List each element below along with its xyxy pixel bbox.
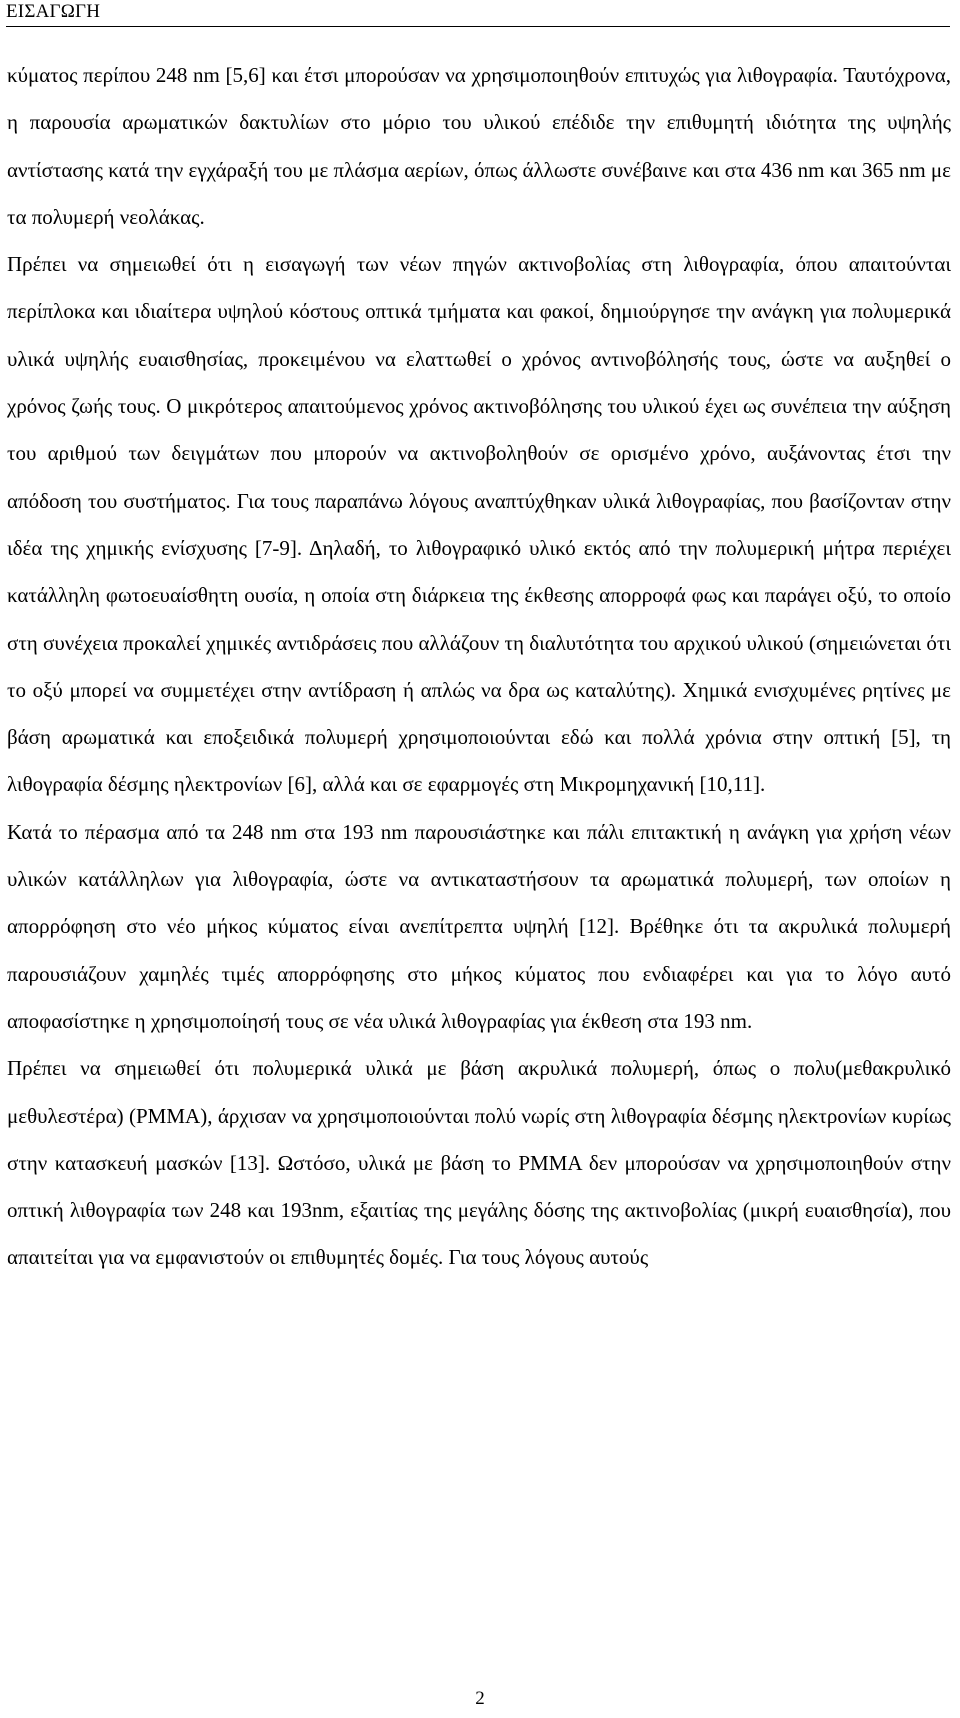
chapter-title: ΕΙΣΑΓΩΓΗ: [6, 1, 101, 22]
running-header: [6, 0, 950, 27]
paragraph-1: κύματος περίπου 248 nm [5,6] και έτσι μπορούσαν να χρησιμοποιηθούν επιτυχώς για λιθογραφία. Ταυτόχρονα, η παρουσία αρωματικών δακτυλίων στο μόριο του υλικού επέδιδε την επιθυμητή ιδιότητα της υψηλής αντίστασης κατά την εγχάραξή του με πλάσμα αερίων, όπως άλλωστε συνέβαινε και στα 436 nm και 365 nm με τα πολυμερή νεολάκας.: [7, 63, 951, 229]
paragraph-4: Πρέπει να σημειωθεί ότι πολυμερικά υλικά με βάση ακρυλικά πολυμερή, όπως ο πολυ(μεθακρυλικό μεθυλεστέρα) (PMMA), άρχισαν να χρησιμοποιούνται πολύ νωρίς στη λιθογραφία δέσμης ηλεκτρονίων κυρίως στην κατασκευή μασκών [13]. Ωστόσο, υλικά με βάση το PMMA δεν μπορούσαν να χρησιμοποιηθούν στην οπτική λιθογραφία των 248 και 193nm, εξαιτίας της μεγάλης δόσης της ακτινοβολίας (μικρή ευαισθησία), που απαιτείται για να εμφανιστούν οι επιθυμητές δομές. Για τους λόγους αυτούς: [7, 1056, 951, 1270]
body-text: [7, 52, 951, 1282]
paragraph-2: Πρέπει να σημειωθεί ότι η εισαγωγή των νέων πηγών ακτινοβολίας στη λιθογραφία, όπου απαιτούνται περίπλοκα και ιδιαίτερα υψηλού κόστους οπτικά τμήματα και φακοί, δημιούργησε την ανάγκη για πολυμερικά υλικά υψηλής ευαισθησίας, προκειμένου να ελαττωθεί ο χρόνος αντινοβόλησής τους, ώστε να αυξηθεί ο χρόνος ζωής τους. Ο μικρότερος απαιτούμενος χρόνος ακτινοβόλησης του υλικού έχει ως συνέπεια την αύξηση του αριθμού των δειγμάτων που μπορούν να ακτινοβοληθούν σε ορισμένο χρόνο, αυξάνοντας έτσι την απόδοση του συστήματος. Για τους παραπάνω λόγους αναπτύχθηκαν υλικά λιθογραφίας, που βασίζονταν στην ιδέα της χημικής ενίσχυσης [7-9]. Δηλαδή, το λιθογραφικό υλικό εκτός από την πολυμερική μήτρα περιέχει κατάλληλη φωτοευαίσθητη ουσία, η οποία στη διάρκεια της έκθεσης απορροφά φως και παράγει οξύ, το οποίο στη συνέχεια προκαλεί χημικές αντιδράσεις που αλλάζουν τη διαλυτότητα του αρχικού υλικού (σημειώνεται ότι το οξύ μπορεί να συμμετέχει στην αντίδραση ή απλώς να δρα ως καταλύτης). Χημικά ενισχυμένες ρητίνες με βάση αρωματικά και εποξειδικά πολυμερή χρησιμοποιούνται εδώ και πολλά χρόνια στην οπτική [5], τη λιθογραφία δέσμης ηλεκτρονίων [6], αλλά και σε εφαρμογές στη Μικρομηχανική [10,11].: [7, 252, 951, 797]
paragraph-3: Κατά το πέρασμα από τα 248 nm στα 193 nm παρουσιάστηκε και πάλι επιτακτική η ανάγκη για χρήση νέων υλικών κατάλληλων για λιθογραφία, ώστε να αντικαταστήσουν τα αρωματικά πολυμερή, των οποίων η απορρόφηση στο νέο μήκος κύματος είναι ανεπίτρεπτα υψηλή [12]. Βρέθηκε ότι τα ακρυλικά πολυμερή παρουσιάζουν χαμηλές τιμές απορρόφησης στο μήκος κύματος που ενδιαφέρει και για το λόγο αυτό αποφασίστηκε η χρησιμοποίησή τους σε νέα υλικά λιθογραφίας για έκθεση στα 193 nm.: [7, 819, 951, 1033]
page-number: 2: [475, 1688, 485, 1709]
